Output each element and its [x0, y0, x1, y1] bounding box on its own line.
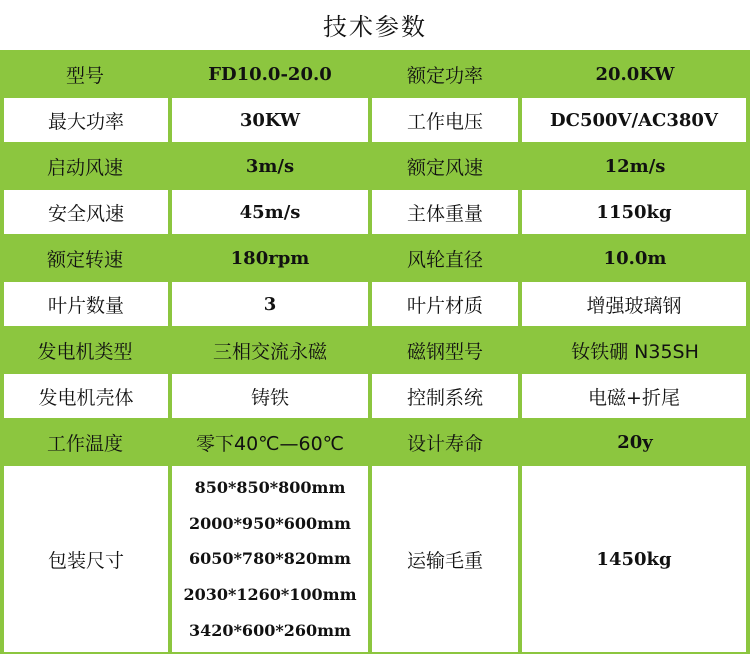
value-cell: DC500V/AC380V [522, 98, 746, 142]
value-cell: 铸铁 [172, 374, 368, 418]
label-cell: 工作温度 [46, 432, 123, 455]
label-cell: 启动风速 [46, 156, 123, 179]
table-row [0, 236, 750, 280]
label-cell: 叶片数量 [4, 282, 168, 326]
table-row [0, 420, 750, 464]
table-row [0, 144, 750, 188]
value-cell: 10.0m [603, 247, 667, 269]
label-cell: 主体重量 [372, 190, 518, 234]
value-cell: 20y [617, 431, 653, 453]
label-cell: 型号 [65, 64, 104, 87]
label-cell: 额定风速 [406, 156, 483, 179]
label-cell: 最大功率 [4, 98, 168, 142]
packing-sizes-cell [172, 466, 368, 652]
value-cell: 增强玻璃钢 [522, 282, 746, 326]
packing-size: 2030*1260*100mm [183, 584, 357, 604]
value-cell: 3m/s [245, 155, 295, 177]
value-cell: 12m/s [604, 155, 666, 177]
packing-size: 6050*780*820mm [189, 549, 351, 569]
value-cell: 1150kg [522, 190, 746, 234]
table-row [0, 282, 750, 326]
table-row [0, 190, 750, 234]
value-cell: 30KW [172, 98, 368, 142]
packing-size: 2000*950*600mm [189, 513, 351, 533]
value-cell: 1450kg [522, 466, 746, 652]
value-cell: 零下40℃—60℃ [195, 432, 345, 455]
label-cell: 叶片材质 [372, 282, 518, 326]
table-row [0, 374, 750, 418]
value-cell: 三相交流永磁 [212, 340, 327, 363]
label-cell: 控制系统 [372, 374, 518, 418]
label-cell: 额定转速 [46, 248, 123, 271]
value-cell: FD10.0-20.0 [208, 63, 332, 85]
label-cell: 额定功率 [406, 64, 483, 87]
label-cell: 安全风速 [4, 190, 168, 234]
packing-size: 3420*600*260mm [189, 620, 351, 640]
value-cell: 钕铁硼 N35SH [571, 340, 699, 363]
table-row [0, 466, 750, 652]
spec-table [0, 50, 750, 654]
label-cell: 工作电压 [372, 98, 518, 142]
label-cell: 发电机类型 [37, 340, 133, 363]
value-cell: 电磁+折尾 [522, 374, 746, 418]
label-cell: 设计寿命 [406, 432, 483, 455]
value-cell: 20.0KW [595, 63, 675, 85]
label-cell: 风轮直径 [406, 248, 483, 271]
packing-size: 850*850*800mm [194, 478, 346, 498]
value-cell: 3 [172, 282, 368, 326]
label-cell: 发电机壳体 [4, 374, 168, 418]
table-row [0, 328, 750, 372]
value-cell: 180rpm [230, 247, 310, 269]
table-row [0, 98, 750, 142]
label-cell: 包装尺寸 [4, 466, 168, 652]
table-row [0, 52, 750, 96]
value-cell: 45m/s [172, 190, 368, 234]
label-cell: 运输毛重 [372, 466, 518, 652]
page-title: 技术参数 [323, 13, 427, 41]
label-cell: 磁钢型号 [406, 340, 483, 363]
